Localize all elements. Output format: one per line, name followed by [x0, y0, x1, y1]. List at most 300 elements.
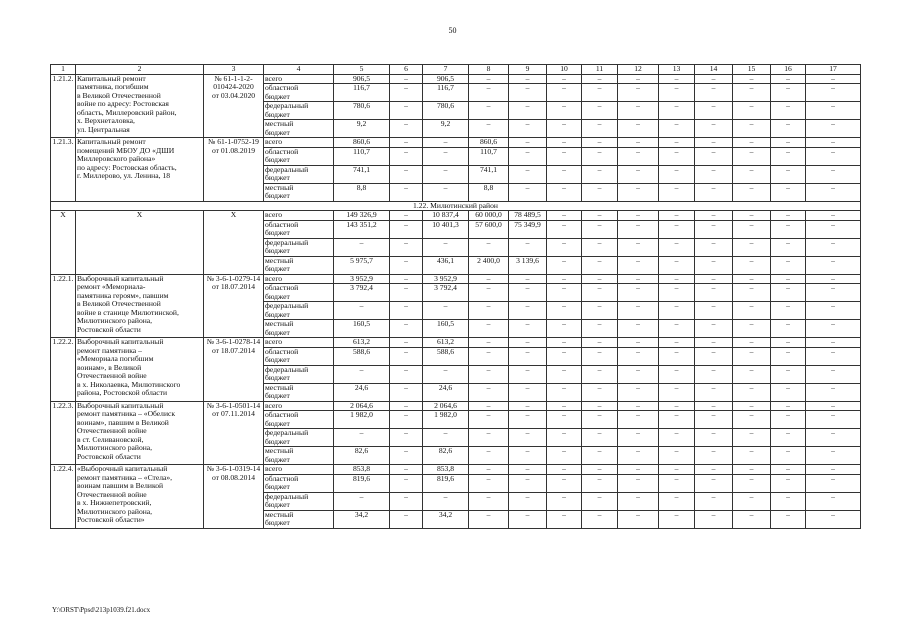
- amount-cell: –: [582, 238, 618, 256]
- funding-source: всего: [264, 401, 334, 411]
- column-header: 11: [582, 65, 618, 75]
- funding-source: федеральный бюджет: [264, 365, 334, 383]
- amount-cell: 34,2: [334, 510, 390, 528]
- amount-cell: –: [390, 120, 423, 138]
- amount-cell: –: [618, 284, 659, 302]
- amount-cell: –: [695, 510, 733, 528]
- amount-cell: 10 401,3: [423, 220, 469, 238]
- expertise-conclusion: Х: [204, 211, 264, 275]
- amount-cell: –: [509, 447, 547, 465]
- amount-cell: 906,5: [423, 74, 469, 84]
- amount-cell: –: [733, 102, 771, 120]
- funding-source: федеральный бюджет: [264, 302, 334, 320]
- amount-cell: –: [390, 138, 423, 148]
- amount-cell: –: [423, 147, 469, 165]
- amount-cell: –: [695, 284, 733, 302]
- amount-cell: 143 351,2: [334, 220, 390, 238]
- amount-cell: –: [695, 102, 733, 120]
- amount-cell: 10 837,4: [423, 211, 469, 221]
- amount-cell: –: [469, 338, 509, 348]
- funding-source: всего: [264, 338, 334, 348]
- amount-cell: –: [733, 120, 771, 138]
- funding-source: местный бюджет: [264, 256, 334, 274]
- funding-source: федеральный бюджет: [264, 429, 334, 447]
- amount-cell: –: [618, 302, 659, 320]
- amount-cell: –: [806, 238, 861, 256]
- amount-cell: –: [582, 383, 618, 401]
- amount-cell: –: [469, 238, 509, 256]
- amount-cell: –: [390, 102, 423, 120]
- amount-cell: –: [618, 429, 659, 447]
- amount-cell: –: [659, 474, 695, 492]
- table-row: [51, 274, 861, 284]
- amount-cell: –: [390, 320, 423, 338]
- amount-cell: –: [390, 383, 423, 401]
- column-header: 2: [76, 65, 204, 75]
- amount-cell: –: [547, 338, 582, 348]
- amount-cell: –: [659, 320, 695, 338]
- amount-cell: –: [618, 492, 659, 510]
- section-row: [51, 201, 861, 211]
- amount-cell: –: [618, 338, 659, 348]
- amount-cell: 3 952,9: [423, 274, 469, 284]
- amount-cell: 2 064,6: [423, 401, 469, 411]
- item-name: Выборочный капитальный ремонт «Мемориала- памятника героям», павшим в Великой Отечественной войне в станице Милютинской, Милютинского района, Ростовской области: [76, 274, 204, 338]
- amount-cell: –: [695, 465, 733, 475]
- amount-cell: –: [547, 147, 582, 165]
- amount-cell: –: [733, 138, 771, 148]
- amount-cell: –: [733, 510, 771, 528]
- amount-cell: –: [695, 338, 733, 348]
- amount-cell: –: [695, 138, 733, 148]
- amount-cell: –: [771, 238, 806, 256]
- amount-cell: –: [469, 401, 509, 411]
- amount-cell: –: [771, 74, 806, 84]
- amount-cell: –: [733, 474, 771, 492]
- amount-cell: –: [547, 238, 582, 256]
- amount-cell: –: [806, 274, 861, 284]
- amount-cell: –: [509, 120, 547, 138]
- amount-cell: –: [695, 165, 733, 183]
- amount-cell: –: [509, 147, 547, 165]
- amount-cell: –: [582, 211, 618, 221]
- amount-cell: –: [509, 401, 547, 411]
- amount-cell: –: [618, 347, 659, 365]
- amount-cell: –: [806, 120, 861, 138]
- funding-source: местный бюджет: [264, 320, 334, 338]
- amount-cell: –: [695, 401, 733, 411]
- amount-cell: 741,1: [469, 165, 509, 183]
- amount-cell: –: [771, 284, 806, 302]
- amount-cell: 588,6: [423, 347, 469, 365]
- amount-cell: –: [582, 284, 618, 302]
- item-number: 1.22.1.: [51, 274, 76, 338]
- expertise-conclusion: № 3-6-1-0319-14 от 08.08.2014: [204, 465, 264, 529]
- amount-cell: –: [390, 411, 423, 429]
- amount-cell: –: [582, 120, 618, 138]
- amount-cell: –: [806, 302, 861, 320]
- amount-cell: –: [618, 411, 659, 429]
- amount-cell: –: [547, 302, 582, 320]
- item-name: Капитальный ремонт памятника, погибшим в Великой Отечественной войне по адресу: Ростовская область, Миллеровский район, х. Верхнеталовка, ул. Центральная: [76, 74, 204, 138]
- amount-cell: –: [547, 211, 582, 221]
- amount-cell: –: [509, 165, 547, 183]
- amount-cell: –: [806, 220, 861, 238]
- amount-cell: 24,6: [334, 383, 390, 401]
- budget-table: [50, 64, 861, 529]
- amount-cell: –: [469, 465, 509, 475]
- amount-cell: –: [334, 492, 390, 510]
- amount-cell: –: [547, 74, 582, 84]
- amount-cell: –: [733, 220, 771, 238]
- amount-cell: –: [547, 401, 582, 411]
- amount-cell: 853,8: [423, 465, 469, 475]
- amount-cell: –: [390, 302, 423, 320]
- amount-cell: –: [771, 274, 806, 284]
- amount-cell: –: [390, 365, 423, 383]
- amount-cell: –: [469, 447, 509, 465]
- amount-cell: –: [806, 84, 861, 102]
- amount-cell: –: [547, 284, 582, 302]
- amount-cell: –: [469, 492, 509, 510]
- amount-cell: –: [509, 238, 547, 256]
- amount-cell: –: [547, 411, 582, 429]
- amount-cell: –: [334, 365, 390, 383]
- amount-cell: –: [695, 447, 733, 465]
- amount-cell: –: [771, 492, 806, 510]
- amount-cell: –: [469, 347, 509, 365]
- amount-cell: –: [618, 447, 659, 465]
- amount-cell: –: [771, 338, 806, 348]
- amount-cell: –: [618, 256, 659, 274]
- amount-cell: –: [771, 220, 806, 238]
- funding-source: областной бюджет: [264, 220, 334, 238]
- column-header: 9: [509, 65, 547, 75]
- amount-cell: –: [771, 383, 806, 401]
- footer-file-path: Y:\ORST\Ppsd\213p1039.f21.docx: [52, 606, 151, 614]
- amount-cell: –: [618, 238, 659, 256]
- amount-cell: –: [582, 365, 618, 383]
- item-name: Выборочный капитальный ремонт памятника – «Мемориала погибшим воинам», в Великой Отечественной войне в х. Николаевка, Милютинского района, Ростовской области: [76, 338, 204, 402]
- amount-cell: –: [806, 347, 861, 365]
- amount-cell: –: [695, 120, 733, 138]
- amount-cell: –: [733, 147, 771, 165]
- amount-cell: –: [390, 238, 423, 256]
- funding-source: всего: [264, 274, 334, 284]
- funding-source: областной бюджет: [264, 347, 334, 365]
- amount-cell: –: [695, 74, 733, 84]
- amount-cell: –: [618, 465, 659, 475]
- amount-cell: –: [390, 401, 423, 411]
- amount-cell: 2 064,6: [334, 401, 390, 411]
- amount-cell: –: [547, 383, 582, 401]
- amount-cell: 116,7: [423, 84, 469, 102]
- amount-cell: –: [733, 492, 771, 510]
- amount-cell: –: [659, 120, 695, 138]
- amount-cell: –: [618, 383, 659, 401]
- amount-cell: –: [618, 320, 659, 338]
- amount-cell: –: [547, 429, 582, 447]
- amount-cell: 819,6: [334, 474, 390, 492]
- amount-cell: –: [659, 284, 695, 302]
- amount-cell: –: [659, 347, 695, 365]
- amount-cell: –: [806, 183, 861, 201]
- amount-cell: –: [695, 383, 733, 401]
- amount-cell: –: [695, 492, 733, 510]
- amount-cell: –: [547, 120, 582, 138]
- amount-cell: –: [509, 183, 547, 201]
- amount-cell: –: [582, 84, 618, 102]
- column-header: 6: [390, 65, 423, 75]
- amount-cell: –: [733, 320, 771, 338]
- item-number: 1.21.2.: [51, 74, 76, 138]
- amount-cell: 110,7: [334, 147, 390, 165]
- amount-cell: 8,8: [469, 183, 509, 201]
- amount-cell: –: [509, 365, 547, 383]
- amount-cell: 780,6: [334, 102, 390, 120]
- amount-cell: 57 600,0: [469, 220, 509, 238]
- amount-cell: –: [547, 320, 582, 338]
- amount-cell: –: [423, 183, 469, 201]
- amount-cell: 819,6: [423, 474, 469, 492]
- amount-cell: –: [771, 465, 806, 475]
- amount-cell: –: [618, 138, 659, 148]
- amount-cell: –: [806, 510, 861, 528]
- amount-cell: –: [582, 74, 618, 84]
- amount-cell: –: [695, 147, 733, 165]
- funding-source: всего: [264, 465, 334, 475]
- funding-source: местный бюджет: [264, 183, 334, 201]
- amount-cell: –: [659, 365, 695, 383]
- amount-cell: –: [733, 347, 771, 365]
- amount-cell: –: [695, 320, 733, 338]
- column-header: 8: [469, 65, 509, 75]
- section-title: 1.22. Милютинский район: [51, 201, 861, 211]
- amount-cell: –: [618, 401, 659, 411]
- amount-cell: –: [695, 474, 733, 492]
- expertise-conclusion: № 3-6-1-0501-14 от 07.11.2014: [204, 401, 264, 465]
- amount-cell: –: [733, 401, 771, 411]
- amount-cell: –: [582, 256, 618, 274]
- amount-cell: –: [469, 365, 509, 383]
- amount-cell: –: [469, 302, 509, 320]
- amount-cell: –: [618, 211, 659, 221]
- amount-cell: –: [733, 383, 771, 401]
- amount-cell: 75 349,9: [509, 220, 547, 238]
- amount-cell: –: [423, 302, 469, 320]
- column-header: 12: [618, 65, 659, 75]
- amount-cell: –: [469, 320, 509, 338]
- amount-cell: –: [771, 165, 806, 183]
- amount-cell: –: [618, 510, 659, 528]
- amount-cell: 3 792,4: [334, 284, 390, 302]
- amount-cell: –: [390, 274, 423, 284]
- amount-cell: –: [659, 465, 695, 475]
- amount-cell: –: [806, 429, 861, 447]
- table-row: [51, 465, 861, 475]
- column-header: 15: [733, 65, 771, 75]
- amount-cell: –: [771, 347, 806, 365]
- amount-cell: –: [806, 465, 861, 475]
- column-header: 7: [423, 65, 469, 75]
- amount-cell: –: [423, 492, 469, 510]
- amount-cell: 853,8: [334, 465, 390, 475]
- amount-cell: –: [582, 338, 618, 348]
- amount-cell: –: [547, 347, 582, 365]
- amount-cell: 34,2: [423, 510, 469, 528]
- amount-cell: –: [509, 138, 547, 148]
- amount-cell: –: [582, 320, 618, 338]
- amount-cell: 1 982,0: [423, 411, 469, 429]
- amount-cell: –: [469, 284, 509, 302]
- amount-cell: –: [733, 338, 771, 348]
- amount-cell: –: [582, 138, 618, 148]
- amount-cell: –: [390, 492, 423, 510]
- amount-cell: –: [469, 102, 509, 120]
- amount-cell: –: [733, 74, 771, 84]
- item-name: Х: [76, 211, 204, 275]
- amount-cell: –: [733, 165, 771, 183]
- amount-cell: –: [733, 183, 771, 201]
- amount-cell: –: [469, 383, 509, 401]
- amount-cell: –: [771, 365, 806, 383]
- amount-cell: 860,6: [334, 138, 390, 148]
- amount-cell: –: [733, 274, 771, 284]
- table-row: [51, 338, 861, 348]
- amount-cell: –: [547, 447, 582, 465]
- amount-cell: –: [695, 411, 733, 429]
- column-header: 5: [334, 65, 390, 75]
- table-row: [51, 211, 861, 221]
- amount-cell: 1 982,0: [334, 411, 390, 429]
- amount-cell: 9,2: [423, 120, 469, 138]
- amount-cell: –: [582, 447, 618, 465]
- funding-source: областной бюджет: [264, 147, 334, 165]
- column-header: 1: [51, 65, 76, 75]
- column-header: 4: [264, 65, 334, 75]
- amount-cell: –: [618, 474, 659, 492]
- amount-cell: –: [582, 429, 618, 447]
- item-number: 1.22.2.: [51, 338, 76, 402]
- amount-cell: –: [582, 411, 618, 429]
- amount-cell: –: [547, 84, 582, 102]
- amount-cell: –: [509, 411, 547, 429]
- funding-source: федеральный бюджет: [264, 492, 334, 510]
- amount-cell: –: [547, 138, 582, 148]
- amount-cell: –: [771, 320, 806, 338]
- amount-cell: –: [547, 183, 582, 201]
- header-row: [51, 65, 861, 75]
- amount-cell: –: [582, 401, 618, 411]
- amount-cell: 116,7: [334, 84, 390, 102]
- amount-cell: –: [390, 74, 423, 84]
- amount-cell: –: [771, 147, 806, 165]
- table-row: [51, 401, 861, 411]
- item-name: Выборочный капитальный ремонт памятника – «Обелиск воинам», павшим в Великой Отечественной войне в ст. Селивановской, Милютинского района, Ростовской области: [76, 401, 204, 465]
- amount-cell: –: [806, 411, 861, 429]
- column-header: 16: [771, 65, 806, 75]
- amount-cell: –: [771, 120, 806, 138]
- amount-cell: 82,6: [423, 447, 469, 465]
- amount-cell: –: [547, 220, 582, 238]
- amount-cell: –: [390, 183, 423, 201]
- funding-source: федеральный бюджет: [264, 165, 334, 183]
- amount-cell: 149 326,9: [334, 211, 390, 221]
- amount-cell: –: [695, 274, 733, 284]
- amount-cell: 24,6: [423, 383, 469, 401]
- page-number: 50: [448, 26, 457, 35]
- amount-cell: –: [806, 383, 861, 401]
- amount-cell: 9,2: [334, 120, 390, 138]
- item-name: «Выборочный капитальный ремонт памятника – «Стела», воинам павшим в Великой Отечественной войне в х. Нижнепетровский, Милютинского района, Ростовской области»: [76, 465, 204, 529]
- amount-cell: 780,6: [423, 102, 469, 120]
- amount-cell: –: [771, 138, 806, 148]
- amount-cell: –: [469, 74, 509, 84]
- amount-cell: –: [509, 474, 547, 492]
- column-header: 3: [204, 65, 264, 75]
- amount-cell: –: [423, 429, 469, 447]
- funding-source: областной бюджет: [264, 284, 334, 302]
- amount-cell: –: [547, 165, 582, 183]
- amount-cell: –: [771, 102, 806, 120]
- amount-cell: –: [509, 492, 547, 510]
- amount-cell: –: [582, 474, 618, 492]
- amount-cell: –: [733, 465, 771, 475]
- amount-cell: –: [771, 474, 806, 492]
- amount-cell: 906,5: [334, 74, 390, 84]
- amount-cell: –: [659, 220, 695, 238]
- amount-cell: –: [582, 147, 618, 165]
- amount-cell: –: [659, 147, 695, 165]
- amount-cell: –: [334, 238, 390, 256]
- amount-cell: 860,6: [469, 138, 509, 148]
- amount-cell: –: [659, 74, 695, 84]
- amount-cell: 160,5: [423, 320, 469, 338]
- amount-cell: –: [469, 274, 509, 284]
- amount-cell: –: [771, 510, 806, 528]
- amount-cell: –: [659, 211, 695, 221]
- amount-cell: –: [733, 365, 771, 383]
- amount-cell: –: [659, 411, 695, 429]
- amount-cell: –: [659, 102, 695, 120]
- amount-cell: 3 792,4: [423, 284, 469, 302]
- amount-cell: –: [390, 465, 423, 475]
- amount-cell: –: [618, 84, 659, 102]
- amount-cell: –: [618, 183, 659, 201]
- amount-cell: –: [771, 84, 806, 102]
- amount-cell: –: [659, 138, 695, 148]
- amount-cell: –: [618, 165, 659, 183]
- amount-cell: –: [390, 220, 423, 238]
- amount-cell: –: [509, 510, 547, 528]
- column-header: 14: [695, 65, 733, 75]
- amount-cell: –: [423, 238, 469, 256]
- amount-cell: –: [659, 401, 695, 411]
- amount-cell: –: [695, 238, 733, 256]
- amount-cell: –: [771, 211, 806, 221]
- amount-cell: –: [334, 302, 390, 320]
- amount-cell: –: [695, 183, 733, 201]
- amount-cell: –: [390, 447, 423, 465]
- amount-cell: –: [806, 211, 861, 221]
- amount-cell: –: [695, 211, 733, 221]
- amount-cell: –: [423, 165, 469, 183]
- amount-cell: –: [806, 492, 861, 510]
- amount-cell: –: [771, 183, 806, 201]
- amount-cell: –: [733, 238, 771, 256]
- amount-cell: –: [509, 274, 547, 284]
- amount-cell: 8,8: [334, 183, 390, 201]
